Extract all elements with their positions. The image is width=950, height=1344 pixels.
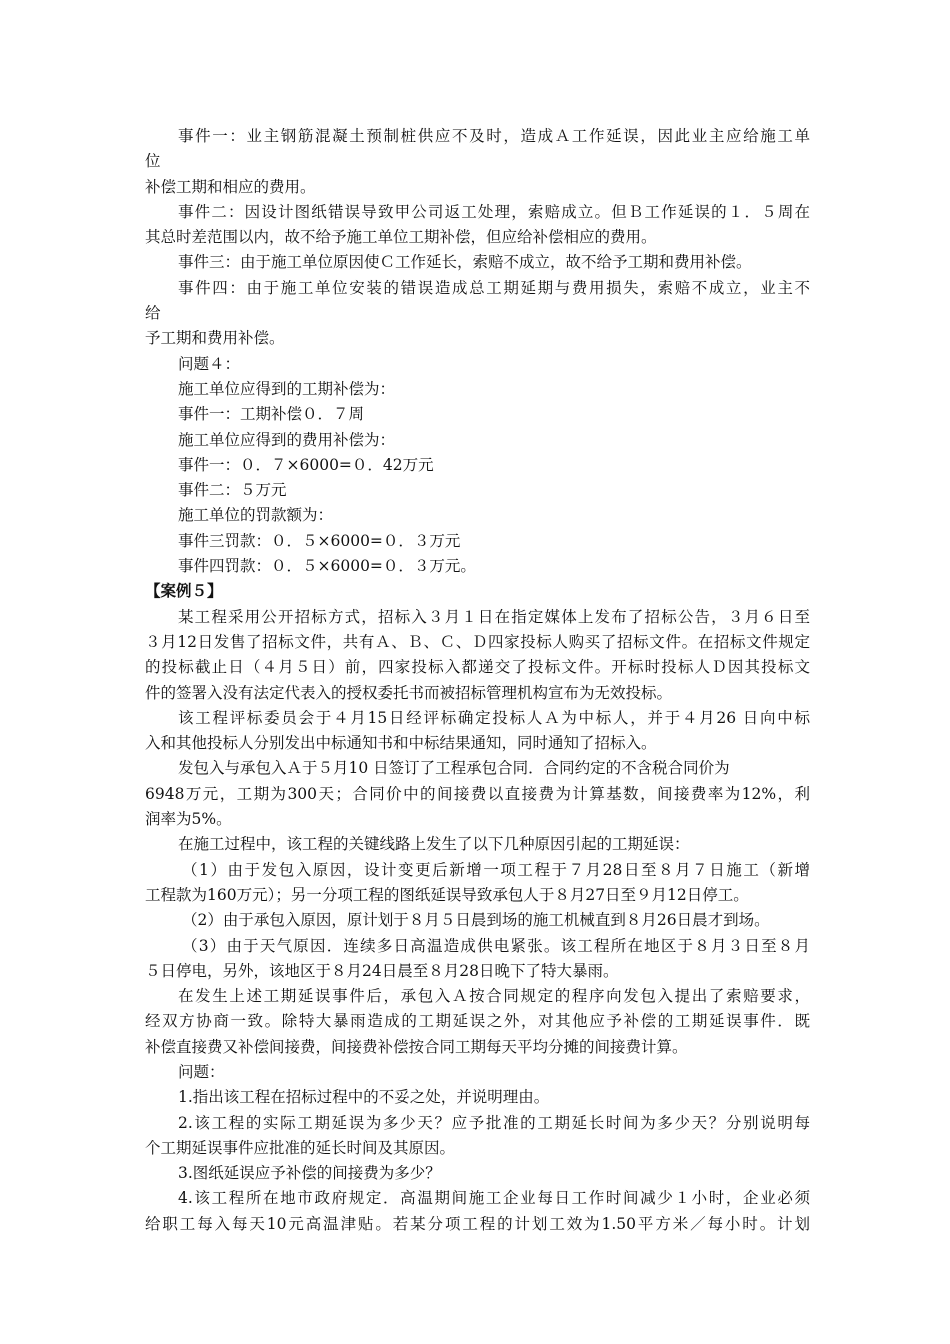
- text-line: 事件一：工期补偿０．７周: [178, 405, 365, 424]
- document-page: [145, 124, 810, 1237]
- text-line: 施工单位应得到的工期补偿为：: [178, 379, 396, 398]
- text-line: 事件四罚款：０．５×6000=０．３万元。: [178, 557, 476, 576]
- text-line: 润率为5%。: [145, 810, 232, 829]
- text-line: 事件一：０．７×6000=０．42万元: [178, 455, 434, 474]
- text-line: 3.图纸延误应予补偿的间接费为多少？: [178, 1164, 441, 1183]
- text-line: 的投标截止日（４月５日）前，四家投标入都递交了投标文件。开标时投标人Ｄ因其投标文: [145, 658, 810, 677]
- text-line: ５日停电，另外，该地区于８月24日晨至８月28日晚下了特大暴雨。: [145, 961, 619, 980]
- text-line: 事件四：由于施工单位安装的错误造成总工期延期与费用损失，索赔不成立，业主不: [178, 278, 810, 297]
- text-line: 问题４：: [178, 354, 241, 373]
- text-line: 工程款为160万元）；另一分项工程的图纸延误导致承包人于８月27日至９月12日停工。: [145, 885, 749, 904]
- text-line: ３月12日发售了招标文件，共有Ａ、Ｂ、Ｃ、Ｄ四家投标人购买了招标文件。在招标文件规定: [145, 632, 810, 651]
- section-heading: 【案例５】: [145, 582, 223, 601]
- text-line: 1.指出该工程在招标过程中的不妥之处，并说明理由。: [178, 1088, 550, 1107]
- text-line: 事件三：由于施工单位原因使Ｃ工作延长，索赔不成立，故不给予工期和费用补偿。: [178, 253, 752, 272]
- text-line: 事件一：业主钢筋混凝土预制桩供应不及时，造成Ａ工作延误，因此业主应给施工单: [178, 127, 810, 145]
- text-line: 问题：: [178, 1062, 225, 1081]
- text-line: 发包入与承包入Ａ于５月10 日签订了工程承包合同．合同约定的不含税合同价为: [178, 759, 730, 778]
- text-line: 该工程评标委员会于４月15日经评标确定投标人Ａ为中标人，并于４月26 日向中标: [178, 708, 810, 727]
- text-line: （2）由于承包入原因，原计划于８月５日晨到场的施工机械直到８月26日晨才到场。: [182, 911, 770, 930]
- text-line: 事件三罚款：０．５×6000=０．３万元: [178, 531, 461, 550]
- text-line: 位: [145, 152, 161, 171]
- text-line: 在施工过程中，该工程的关键线路上发生了以下几种原因引起的工期延误：: [178, 835, 690, 854]
- text-line: 施工单位应得到的费用补偿为：: [178, 430, 396, 449]
- text-line: 经双方协商一致。除特大暴雨造成的工期延误之外，对其他应予补偿的工期延误事件．既: [145, 1012, 810, 1031]
- text-line: 某工程采用公开招标方式，招标入３月１日在指定媒体上发布了招标公告，３月６日至: [178, 607, 810, 626]
- text-line: （1）由于发包入原因，设计变更后新增一项工程于７月28日至８月７日施工（新增: [182, 860, 810, 879]
- text-line: 在发生上述工期延误事件后，承包入Ａ按合同规定的程序向发包入提出了索赔要求，: [178, 987, 810, 1006]
- text-line: 给职工每入每天10元高温津贴。若某分项工程的计划工效为1.50平方米／每小时。计划: [145, 1214, 810, 1233]
- text-line: （3）由于天气原因．连续多日高温造成供电紧张。该工程所在地区于８月３日至８月: [182, 936, 810, 955]
- text-line: 给: [145, 304, 161, 323]
- text-line: 予工期和费用补偿。: [145, 329, 285, 348]
- text-line: 个工期延误事件应批准的延长时间及其原因。: [145, 1138, 456, 1157]
- text-line: 其总时差范围以内，故不给予施工单位工期补偿，但应给补偿相应的费用。: [145, 228, 657, 247]
- text-line: 2.该工程的实际工期延误为多少天？应予批准的工期延长时间为多少天？分别说明每: [178, 1113, 810, 1132]
- text-line: 入和其他投标人分别发出中标通知书和中标结果通知，同时通知了招标入。: [145, 734, 657, 753]
- text-line: 4.该工程所在地市政府规定．高温期间施工企业每日工作时间减少１小时，企业必须: [178, 1189, 810, 1208]
- text-line: 补偿直接费又补偿间接费，间接费补偿按合同工期每天平均分摊的间接费计算。: [145, 1037, 688, 1056]
- text-line: 事件二：因设计图纸错误导致甲公司返工处理，索赔成立。但Ｂ工作延误的１．５周在: [178, 202, 810, 221]
- text-line: 施工单位的罚款额为：: [178, 506, 334, 525]
- text-line: 件的签署入没有法定代表入的授权委托书而被招标管理机构宣布为无效投标。: [145, 683, 673, 702]
- text-line: 6948万元，工期为300天；合同价中的间接费以直接费为计算基数，间接费率为12%，利: [145, 784, 810, 803]
- text-line: 补偿工期和相应的费用。: [145, 177, 316, 196]
- text-line: 事件二：５万元: [178, 481, 287, 500]
